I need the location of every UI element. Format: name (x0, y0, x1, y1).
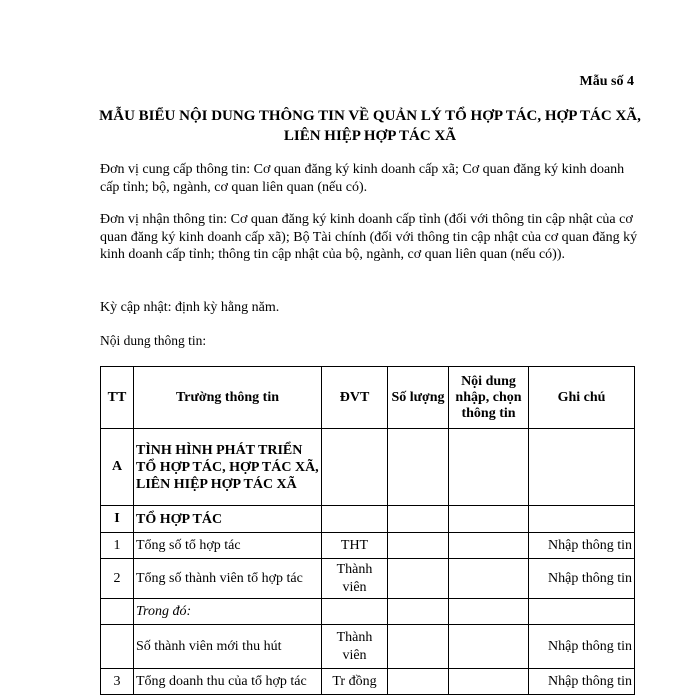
row-tt: 1 (101, 533, 134, 559)
row-note: Nhập thông tin (529, 625, 635, 669)
table-row (101, 625, 635, 669)
header-note: Ghi chú (529, 367, 635, 429)
row-tt: 3 (101, 669, 134, 695)
row-tt: A (101, 429, 134, 506)
row-unit (322, 599, 388, 625)
row-unit (322, 429, 388, 506)
row-input (449, 559, 529, 599)
table-row (101, 506, 635, 533)
header-quantity: Số lượng (388, 367, 449, 429)
row-quantity (388, 533, 449, 559)
row-note (529, 506, 635, 533)
row-note: Nhập thông tin (529, 559, 635, 599)
row-note (529, 429, 635, 506)
row-tt: I (101, 506, 134, 533)
row-tt (101, 625, 134, 669)
receiver-paragraph: Đơn vị nhận thông tin: Cơ quan đăng ký kinh doanh cấp tỉnh (đối với thông tin cập nhật của cơ quan đăng ký kinh doanh cấp xã); Bộ Tài chính (đối với thông tin cập nhật của cơ quan đăng ký kinh doanh cấp tỉnh; thông tin cập nhật của bộ, ngành, cơ quan liên quan (nếu có)). (100, 212, 638, 262)
row-field: Tổng doanh thu của tổ hợp tác (134, 669, 322, 695)
row-input (449, 669, 529, 695)
document-title: MẪU BIỂU NỘI DUNG THÔNG TIN VỀ QUẢN LÝ TỔ HỢP TÁC, HỢP TÁC XÃ, LIÊN HIỆP HỢP TÁC XÃ (99, 108, 641, 144)
form-number: Mẫu số 4 (579, 74, 634, 89)
header-tt: TT (101, 367, 134, 429)
table-row (101, 599, 635, 625)
header-field: Trường thông tin (134, 367, 322, 429)
row-field: Tổng số thành viên tổ hợp tác (134, 559, 322, 599)
row-field: Tổng số tổ hợp tác (134, 533, 322, 559)
row-unit: Tr đồng (322, 669, 388, 695)
row-input (449, 429, 529, 506)
row-unit: Thành viên (322, 559, 388, 599)
table-row (101, 533, 635, 559)
update-period-paragraph: Kỳ cập nhật: định kỳ hằng năm. (100, 300, 280, 315)
row-field: Số thành viên mới thu hút (134, 625, 322, 669)
table-row (101, 559, 635, 599)
row-tt: 2 (101, 559, 134, 599)
row-note (529, 599, 635, 625)
provider-paragraph: Đơn vị cung cấp thông tin: Cơ quan đăng ký kinh doanh cấp xã; Cơ quan đăng ký kinh doanh cấp tỉnh; bộ, ngành, cơ quan liên quan (nếu có). (100, 162, 625, 195)
row-quantity (388, 625, 449, 669)
row-input (449, 625, 529, 669)
header-unit: ĐVT (322, 367, 388, 429)
row-note: Nhập thông tin (529, 533, 635, 559)
row-input (449, 599, 529, 625)
information-table (100, 366, 635, 695)
row-field: TÌNH HÌNH PHÁT TRIỂN TỔ HỢP TÁC, HỢP TÁC XÃ, LIÊN HIỆP HỢP TÁC XÃ (134, 429, 322, 506)
row-quantity (388, 599, 449, 625)
header-input: Nội dung nhập, chọn thông tin (449, 367, 529, 429)
row-quantity (388, 429, 449, 506)
row-quantity (388, 506, 449, 533)
row-unit (322, 506, 388, 533)
row-unit: Thành viên (322, 625, 388, 669)
table-row (101, 669, 635, 695)
row-quantity (388, 559, 449, 599)
content-label: Nội dung thông tin: (100, 333, 207, 348)
row-unit: THT (322, 533, 388, 559)
table-header-row (101, 367, 635, 429)
row-input (449, 533, 529, 559)
table-row (101, 429, 635, 506)
row-quantity (388, 669, 449, 695)
row-note: Nhập thông tin (529, 669, 635, 695)
row-field: TỔ HỢP TÁC (134, 506, 322, 533)
row-tt (101, 599, 134, 625)
row-input (449, 506, 529, 533)
row-field: Trong đó: (134, 599, 322, 625)
